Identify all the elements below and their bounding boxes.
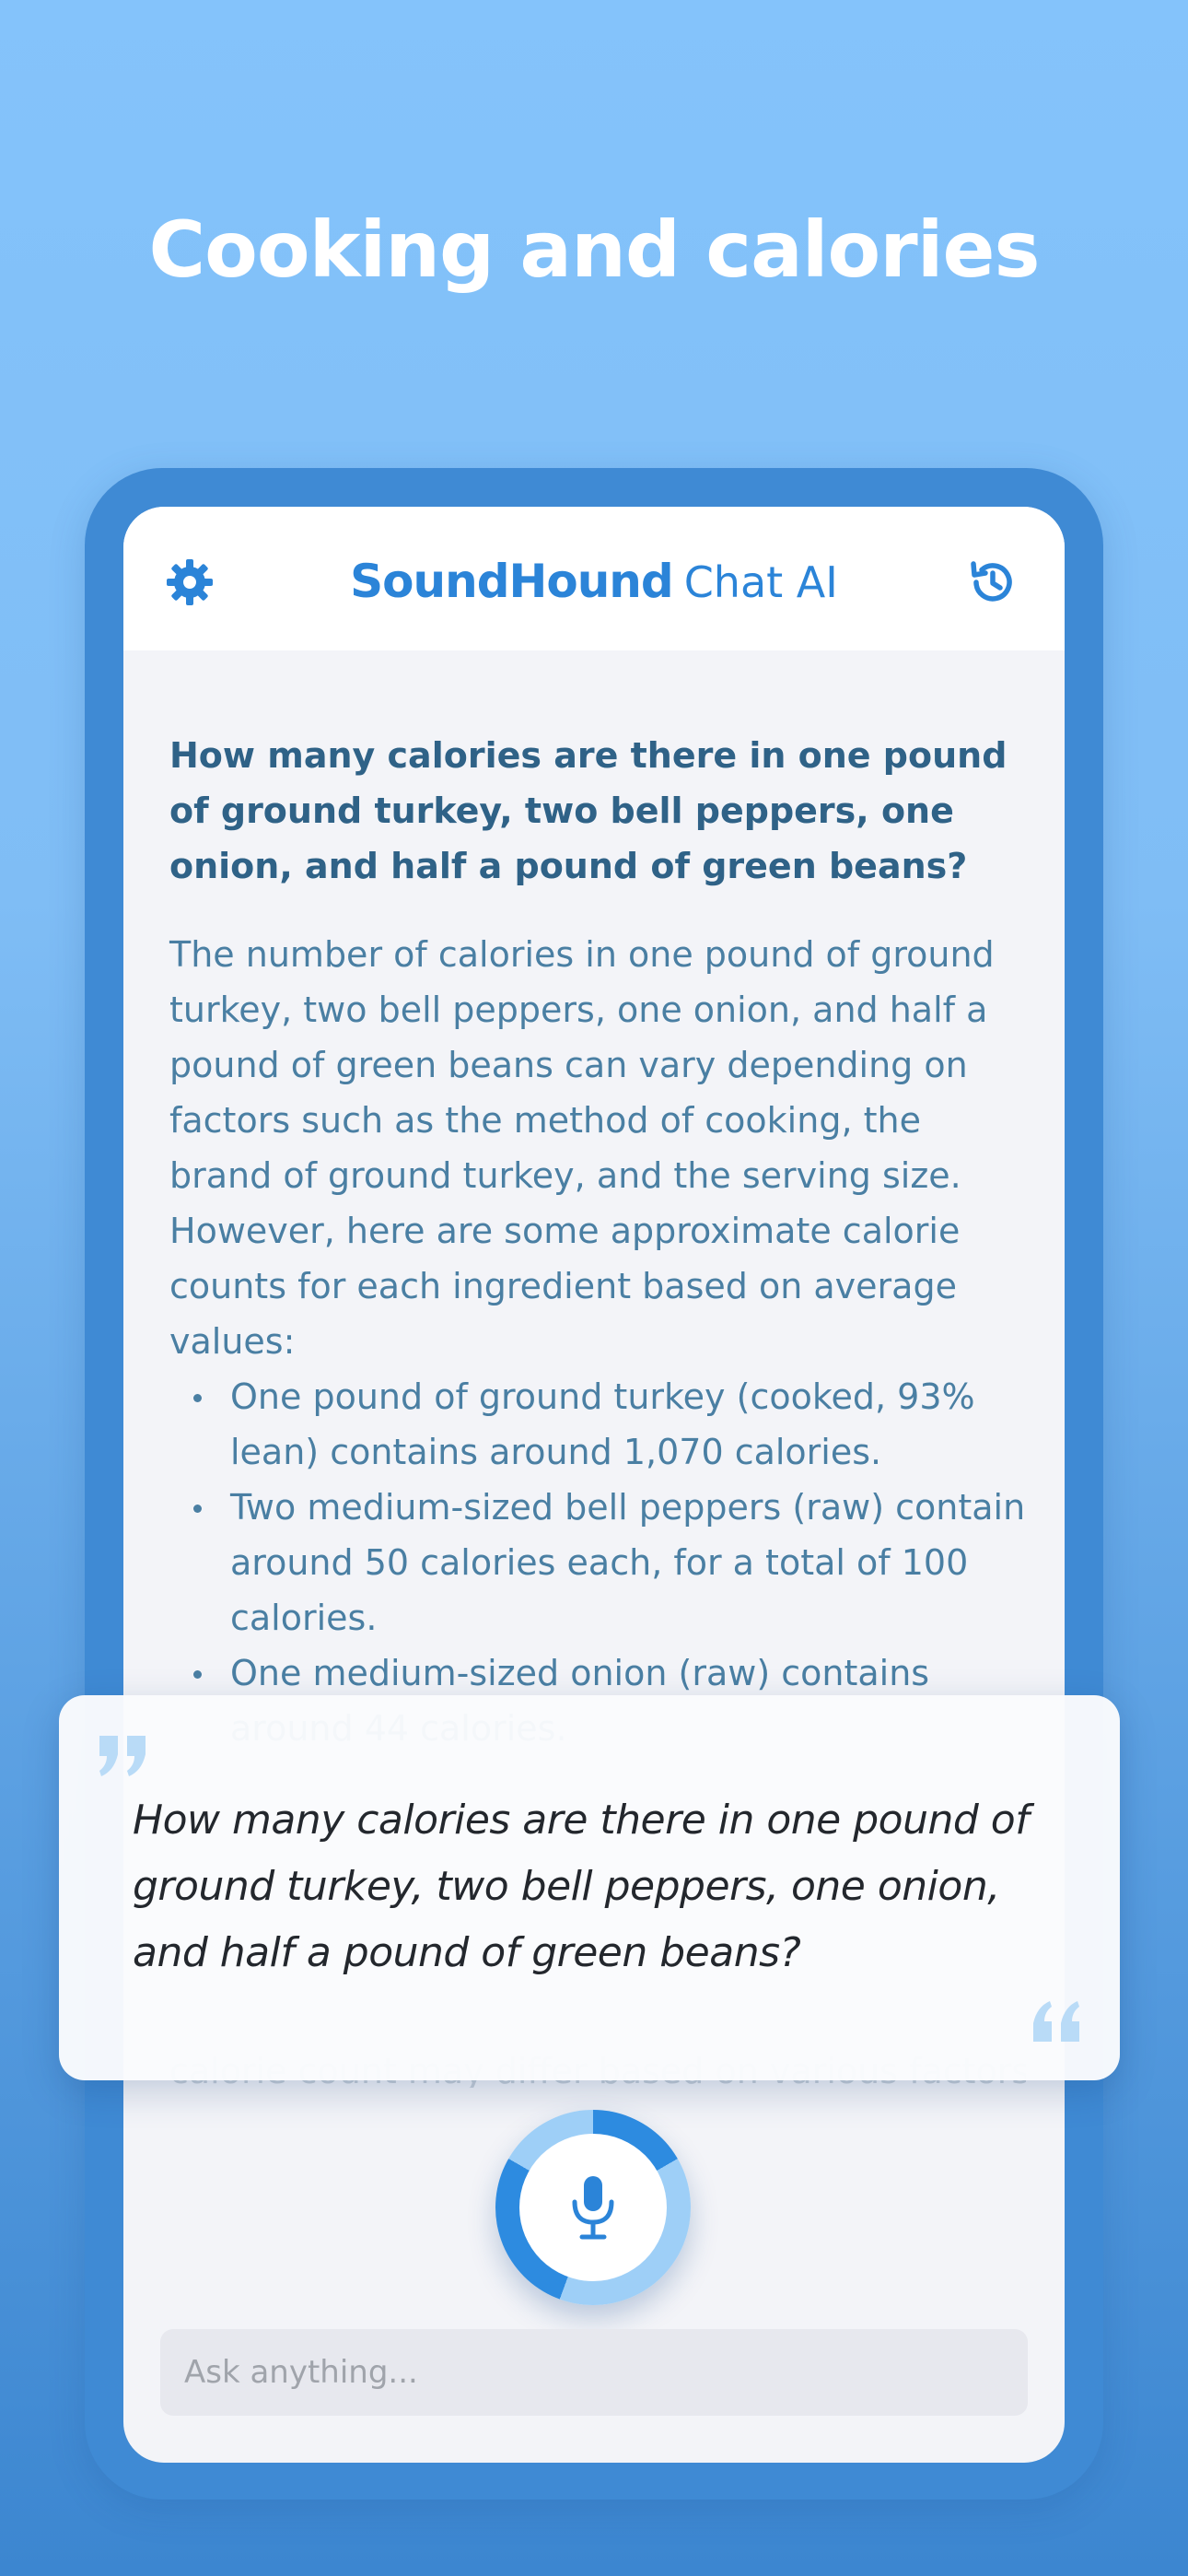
user-question: How many calories are there in one pound of ground turkey, two bell peppers, one onion, and half a pound of green beans? (169, 735, 1007, 886)
history-icon[interactable] (967, 556, 1019, 608)
quote-text: How many calories are there in one pound of ground turkey, two bell peppers, one onion, and half a pound of green beans? (133, 1797, 1030, 1976)
microphone-icon (565, 2174, 621, 2241)
voice-button-core (519, 2134, 667, 2281)
page-headline: Cooking and calories (148, 205, 1040, 295)
chat-thread (169, 728, 1026, 1756)
open-quote-icon (96, 1734, 151, 1780)
brand-product: Chat AI (683, 557, 838, 607)
quote-card (59, 1695, 1120, 2080)
app-header (123, 507, 1065, 650)
ask-input[interactable] (160, 2329, 1028, 2416)
app-brand (123, 555, 1065, 608)
brand-name: SoundHound (350, 555, 673, 608)
list-item: One pound of ground turkey (cooked, 93% lean) contains around 1,070 calories. (230, 1369, 1026, 1480)
list-item: One medium-sized onion (raw) contains (230, 1645, 1026, 1756)
voice-button[interactable] (495, 2110, 691, 2305)
assistant-answer: The number of calories in one pound of ground turkey, two bell peppers, one onion, and half a pound of green beans can vary depending on factors such as the method of cooking, the brand of ground turkey, and the serving size. However, here are some approximate calorie counts for each ingredient based on average values: (169, 934, 995, 1362)
close-quote-icon (1028, 1997, 1083, 2043)
list-item: Two medium-sized bell peppers (raw) contain around 50 calories each, for a total of 100 calories. (230, 1480, 1026, 1645)
